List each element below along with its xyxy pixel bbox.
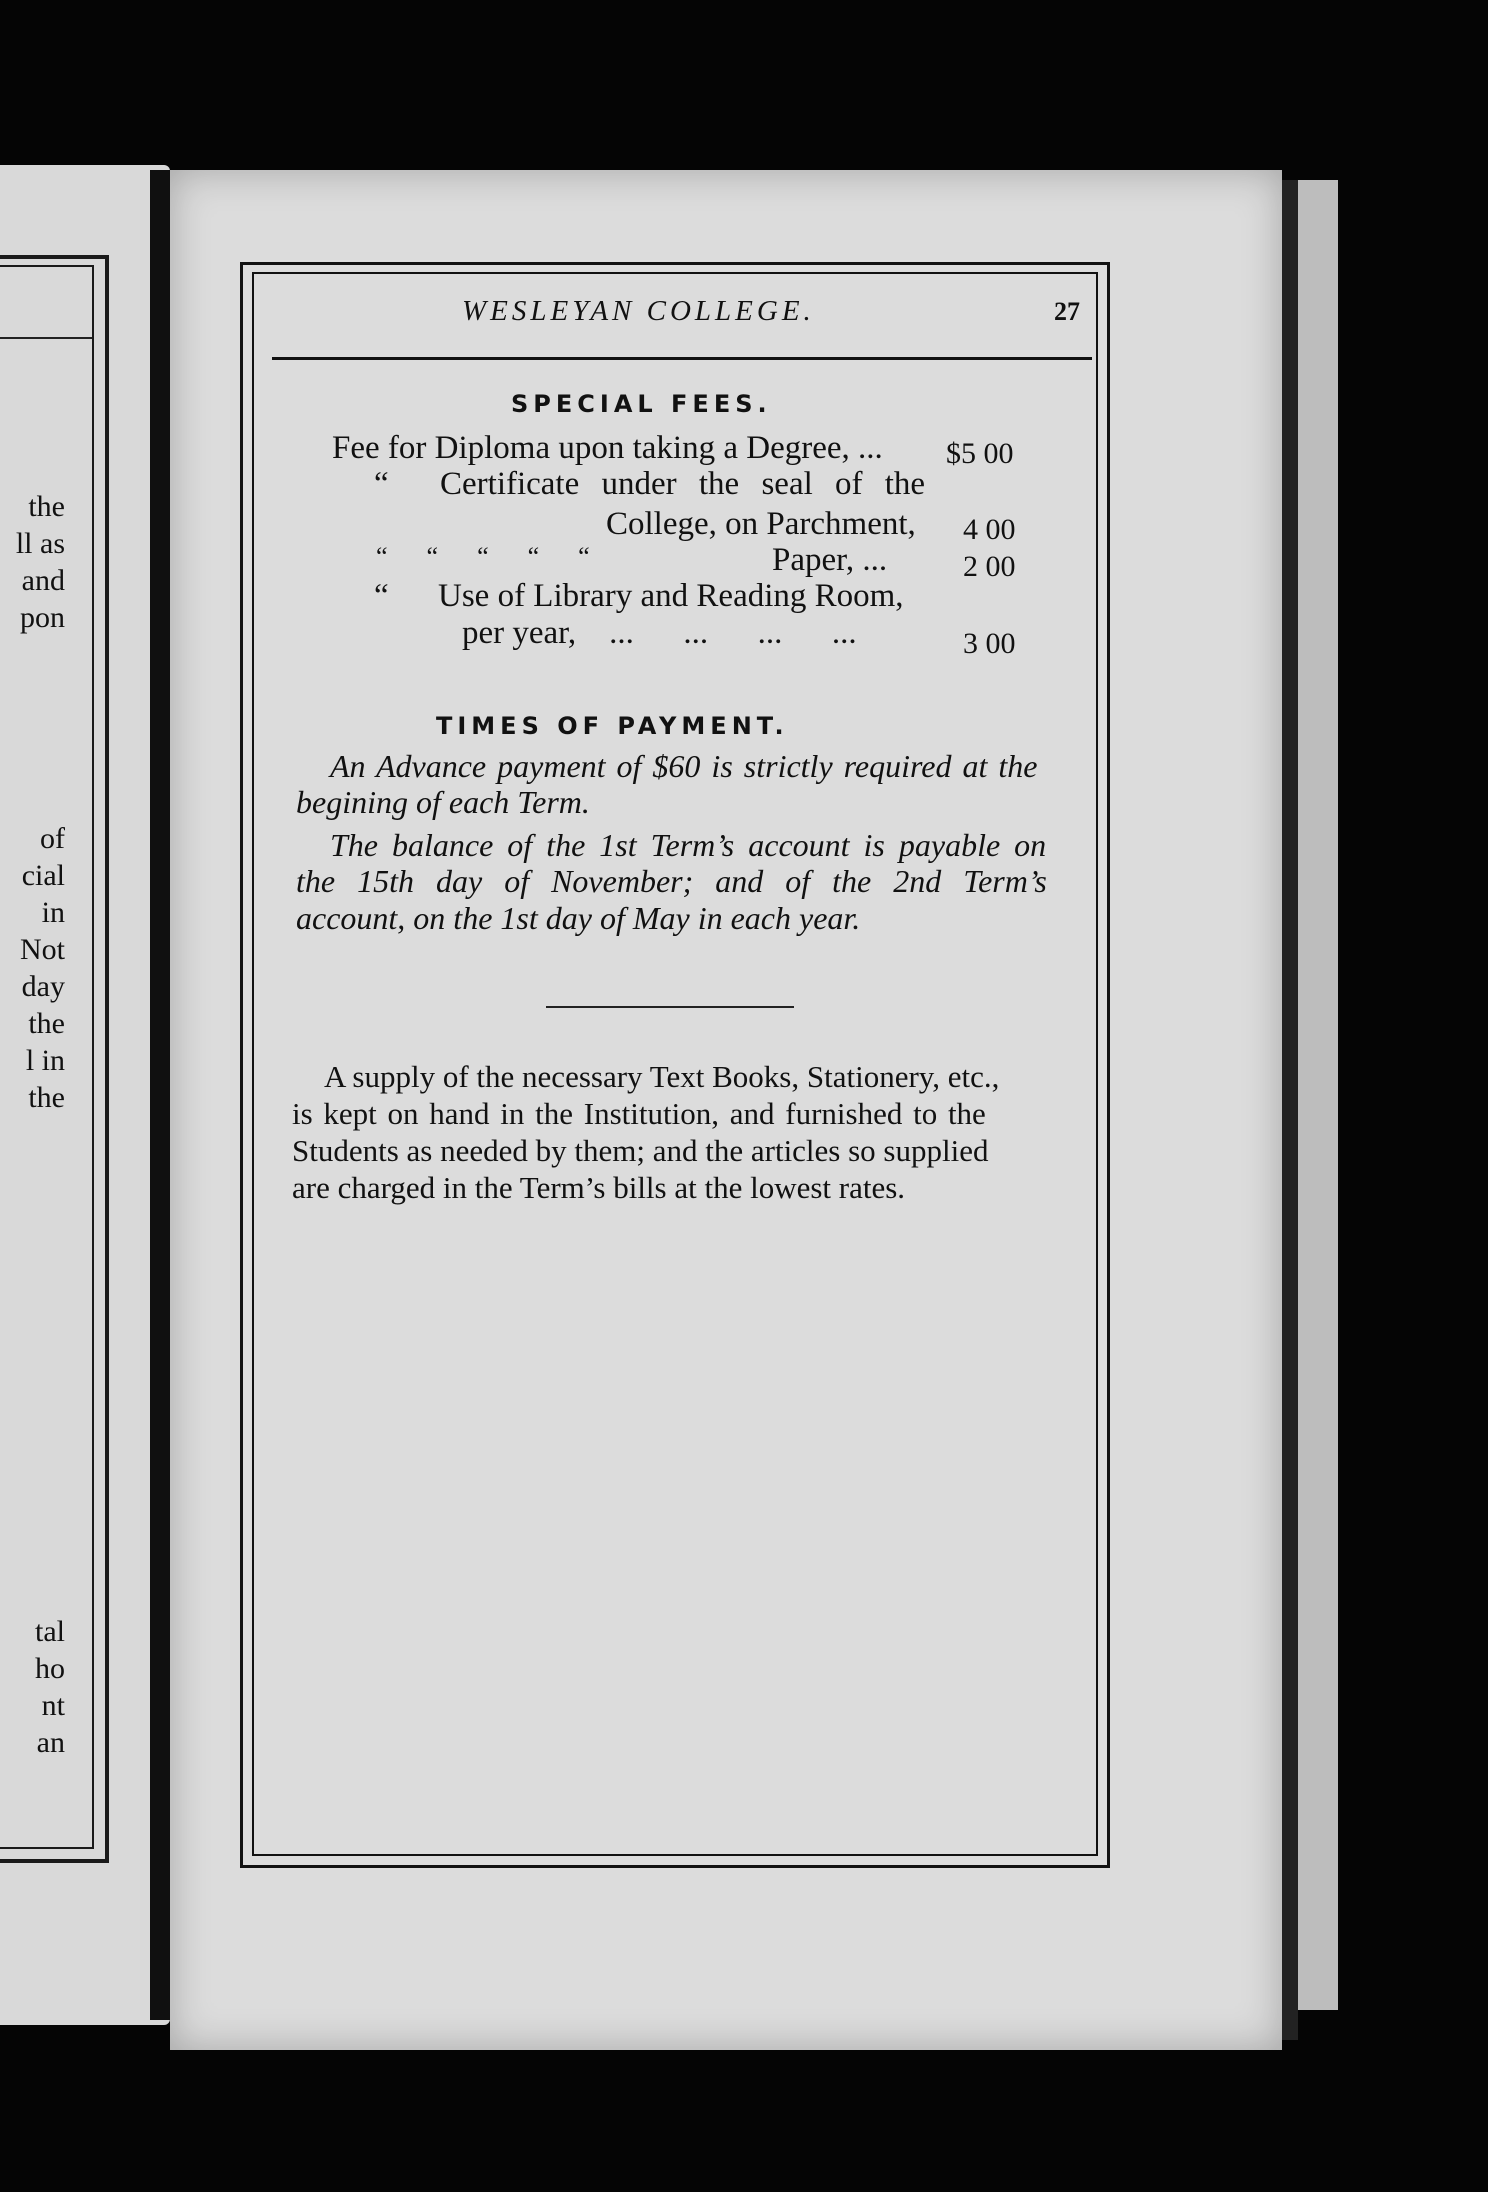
payment-text-line: account, on the 1st day of May in each year. <box>296 900 861 936</box>
left-page-text-fragment: the <box>28 1081 65 1114</box>
ditto-mark: “ <box>374 466 389 502</box>
left-page-text-fragment: nt <box>41 1689 65 1722</box>
left-facing-page <box>0 165 170 2025</box>
fee-line-diploma: Fee for Diploma upon taking a Degree, ... <box>332 430 883 466</box>
fee-amount-diploma: $5 00 <box>946 437 1014 470</box>
left-page-header-rule <box>0 337 92 339</box>
left-page-text-fragment: day <box>21 970 65 1003</box>
fee-amount-paper: 2 00 <box>963 550 1016 583</box>
left-page-text-fragment: Not <box>20 933 65 966</box>
page-stack-edge <box>1298 180 1338 2010</box>
header-rule <box>272 357 1092 360</box>
fee-line-paper: Paper, ... <box>772 542 888 578</box>
left-page-text-fragment: ll as <box>15 527 65 560</box>
left-page-text-fragment: tal <box>35 1615 65 1648</box>
left-page-text-fragment: pon <box>20 601 65 634</box>
running-head-title: WESLEYAN COLLEGE. <box>462 295 815 327</box>
running-head <box>252 295 1094 355</box>
times-of-payment-heading: TIMES OF PAYMENT. <box>436 712 789 740</box>
payment-text-line: The balance of the 1st Term’s account is payable on <box>330 827 1047 863</box>
page-stack-shadow <box>1282 180 1298 2040</box>
section-divider-rule <box>546 1006 794 1008</box>
fee-line-library: Use of Library and Reading Room, <box>438 578 904 614</box>
left-page-text-fragment: of <box>40 822 65 855</box>
left-page-text-fragment: cial <box>21 859 65 892</box>
fee-line-parchment: College, on Parchment, <box>606 506 916 542</box>
left-page-text-fragment: ho <box>35 1652 65 1685</box>
ditto-marks-row: “ “ “ “ “ <box>376 542 590 571</box>
ditto-mark: “ <box>374 578 389 614</box>
page-number: 27 <box>1054 297 1080 326</box>
left-page-text-fragment: an <box>36 1726 65 1759</box>
fee-line-certificate: Certificate under the seal of the <box>440 466 926 502</box>
payment-text-line: the 15th day of November; and of the 2nd Term’s <box>296 863 1047 899</box>
special-fees-heading: SPECIAL FEES. <box>511 390 772 418</box>
left-page-text-fragment: l in <box>25 1044 65 1077</box>
supply-text-line: Students as needed by them; and the articles so supplied <box>292 1133 989 1168</box>
fee-amount-library: 3 00 <box>963 627 1016 660</box>
supply-text-line: A supply of the necessary Text Books, Stationery, etc., <box>324 1059 1000 1094</box>
fee-line-per-year: per year, ... ... ... ... <box>462 615 857 651</box>
left-page-text-fragment: the <box>28 490 65 523</box>
payment-text-line: begining of each Term. <box>296 784 590 820</box>
left-page-text-fragment: in <box>41 896 65 929</box>
payment-text-line: An Advance payment of $60 is strictly required at the <box>330 748 1038 784</box>
supply-text-line: are charged in the Term’s bills at the lowest rates. <box>292 1170 906 1205</box>
left-page-text-fragment: and <box>21 564 65 597</box>
fee-amount-parchment: 4 00 <box>963 513 1016 546</box>
left-page-text-fragment: the <box>28 1007 65 1040</box>
supply-text-line: is kept on hand in the Institution, and furnished to the <box>292 1096 986 1131</box>
